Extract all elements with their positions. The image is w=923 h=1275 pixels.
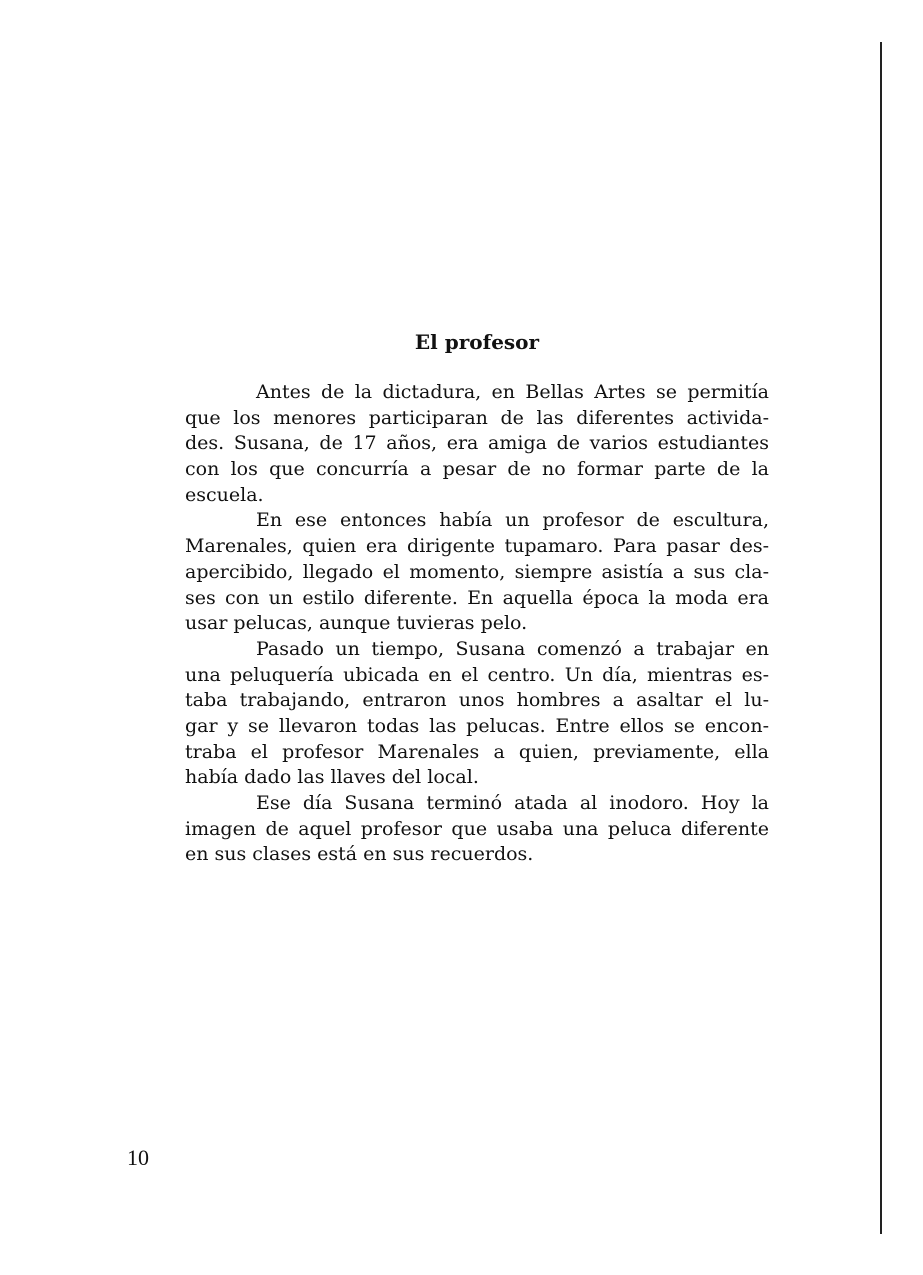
text-line: des. Susana, de 17 años, era amiga de varios estudiantes — [185, 432, 769, 455]
text-line: que los menores participaran de las diferentes activida- — [185, 406, 769, 429]
page-edge-line — [880, 42, 882, 1234]
text-line: escuela. — [185, 483, 264, 506]
text-line: una peluquería ubicada en el centro. Un día, mientras es- — [185, 663, 769, 686]
text-line: en sus clases está en sus recuerdos. — [185, 843, 534, 866]
text-line: usar pelucas, aunque tuvieras pelo. — [185, 612, 528, 635]
paragraph-4 — [185, 791, 769, 868]
text-line: taba trabajando, entraron unos hombres a asaltar el lu- — [185, 689, 769, 712]
body-text — [185, 380, 769, 868]
text-line: con los que concurría a pesar de no formar parte de la — [185, 458, 769, 481]
text-line: gar y se llevaron todas las pelucas. Entre ellos se encon- — [185, 714, 769, 737]
text-line: había dado las llaves del local. — [185, 766, 479, 789]
text-line: Pasado un tiempo, Susana comenzó a trabajar en — [256, 637, 769, 660]
text-line: Antes de la dictadura, en Bellas Artes se permitía — [256, 381, 769, 403]
text-line: Ese día Susana terminó atada al inodoro. Hoy la — [256, 792, 769, 814]
text-line: Marenales, quien era dirigente tupamaro. Para pasar des- — [185, 535, 769, 558]
paragraph-1 — [185, 380, 769, 508]
text-line: apercibido, llegado el momento, siempre asistía a sus cla- — [185, 560, 769, 583]
text-line: En ese entonces había un profesor de escultura, — [256, 509, 769, 532]
text-line: ses con un estilo diferente. En aquella época la moda era — [185, 586, 769, 609]
paragraph-2 — [185, 508, 769, 636]
page-number: 10 — [127, 1145, 149, 1170]
chapter-title: El profesor — [414, 330, 540, 354]
text-line: traba el profesor Marenales a quien, previamente, ella — [185, 740, 769, 763]
text-line: imagen de aquel profesor que usaba una peluca diferente — [185, 817, 769, 840]
paragraph-3 — [185, 637, 769, 791]
